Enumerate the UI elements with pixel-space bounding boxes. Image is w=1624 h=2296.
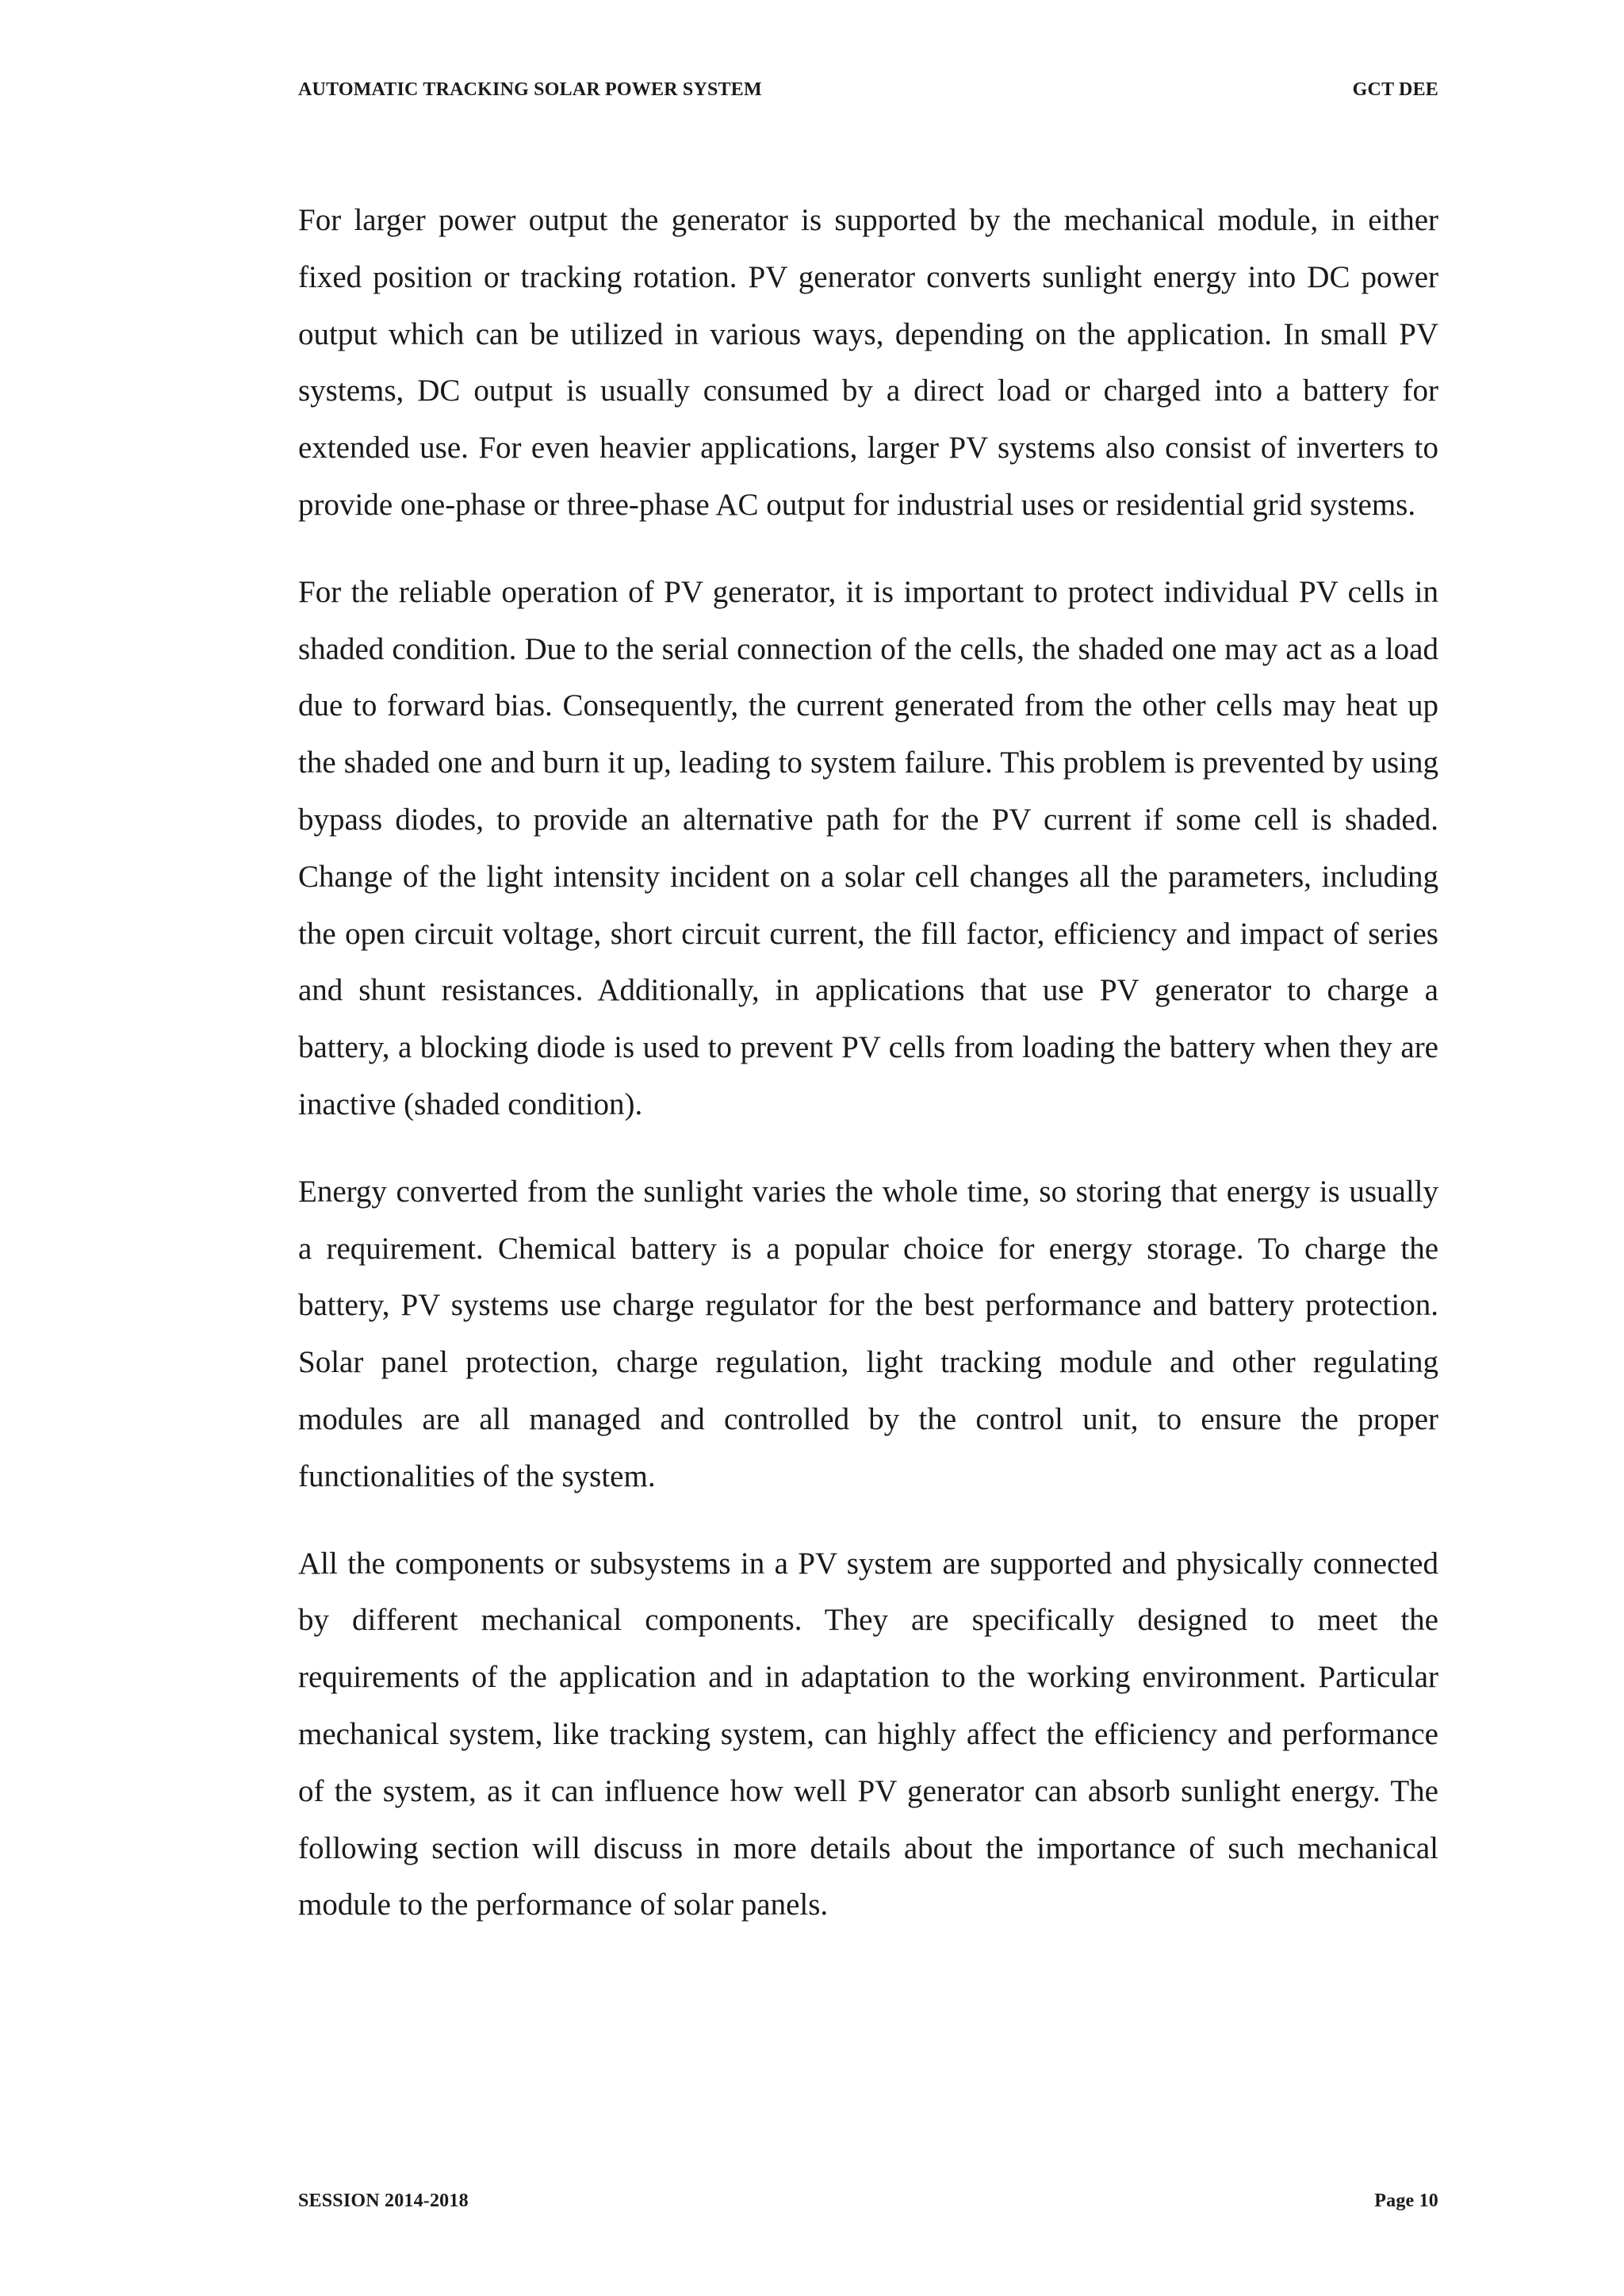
footer-session: SESSION 2014-2018 <box>298 2191 469 2211</box>
paragraph-1: For larger power output the generator is supported by the mechanical module, in either fixed position or tracking rotation. PV generator converts sunlight energy into DC power output which can be utilized in various ways, depending on the application. In small PV systems, DC output is usually consumed by a direct load or charged into a battery for extended use. For even heavier applications, larger PV systems also consist of inverters to provide one-phase or three-phase AC output for industrial uses or residential grid systems. <box>298 203 1438 522</box>
header-title: AUTOMATIC TRACKING SOLAR POWER SYSTEM <box>298 79 762 100</box>
paragraph-4: All the components or subsystems in a PV system are supported and physically connected by different mechanical components. They are specifically designed to meet the requirements of the application and in adaptation to the working environment. Particular mechanical system, like tracking system, can highly affect the efficiency and performance of the system, as it can influence how well PV generator can absorb sunlight energy. The following section will discuss in more details about the importance of such mechanical module to the performance of solar panels. <box>298 1546 1438 1922</box>
header-department: GCT DEE <box>1352 79 1438 100</box>
paragraph-2: For the reliable operation of PV generator, it is important to protect individual PV cells in shaded condition. Due to the serial connection of the cells, the shaded one may act as a load due to forward bias. Consequently, the current generated from the other cells may heat up the shaded one and burn it up, leading to system failure. This problem is prevented by using bypass diodes, to provide an alternative path for the PV current if some cell is shaded. Change of the light intensity incident on a solar cell changes all the parameters, including the open circuit voltage, short circuit current, the fill factor, efficiency and impact of series and shunt resistances. Additionally, in applications that use PV generator to charge a battery, a blocking diode is used to prevent PV cells from loading the battery when they are inactive (shaded condition). <box>298 574 1438 1121</box>
page-header <box>298 79 1438 101</box>
page-body <box>298 192 1438 1964</box>
page-footer <box>298 2191 1438 2212</box>
paragraph-3: Energy converted from the sunlight varies the whole time, so storing that energy is usually a requirement. Chemical battery is a popular choice for energy storage. To charge the battery, PV systems use charge regulator for the best performance and battery protection. Solar panel protection, charge regulation, light tracking module and other regulating modules are all managed and controlled by the control unit, to ensure the proper functionalities of the system. <box>298 1174 1438 1493</box>
page-number: Page 10 <box>1374 2191 1438 2211</box>
